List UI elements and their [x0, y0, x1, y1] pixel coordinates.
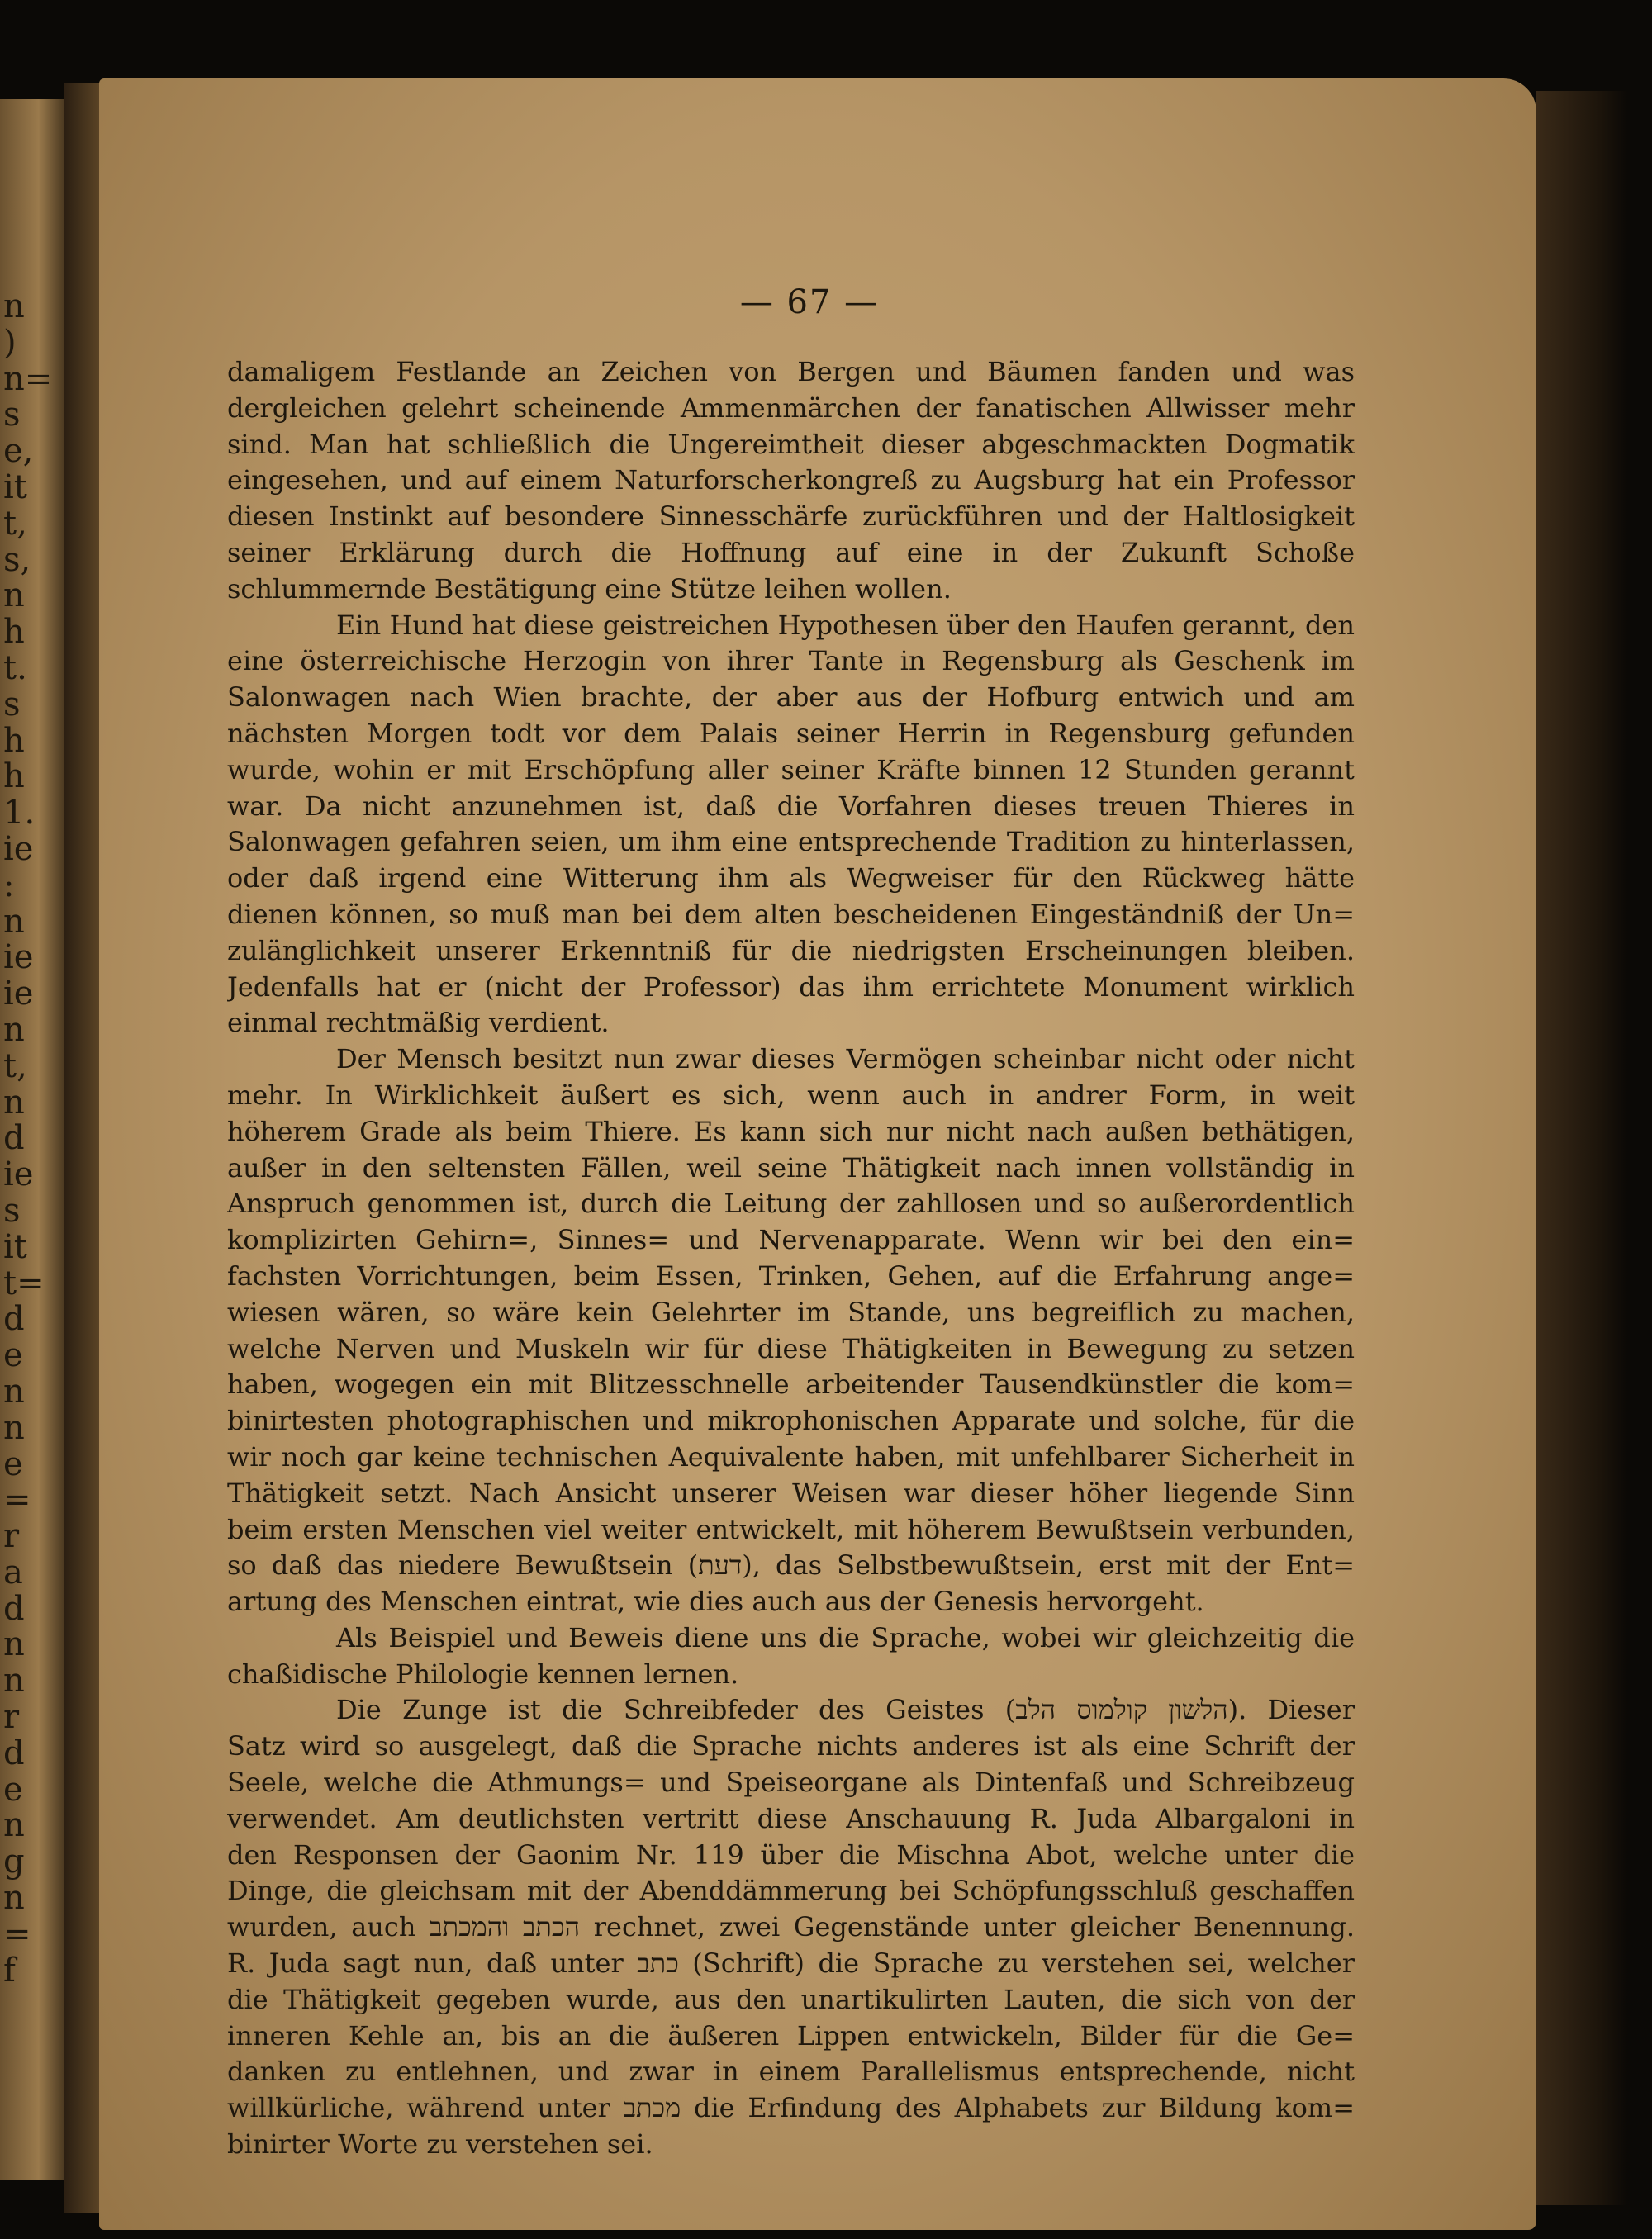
book-page [99, 78, 1536, 2230]
margin-fragment: n [3, 1084, 25, 1122]
text-line: höherem Grade als beim Thiere. Es kann sich nur nicht nach außen bethätigen, [227, 1115, 1355, 1147]
margin-fragment: = [3, 1482, 31, 1520]
text-line: chaßidische Philologie kennen lernen. [227, 1658, 739, 1690]
text-line: die Thätigkeit gegeben wurde, aus den unartikulirten Lauten, die sich von der [227, 1983, 1355, 2015]
text-line: mehr. In Wirklichkeit äußert es sich, wenn auch in andrer Form, in weit [227, 1079, 1355, 1111]
margin-fragment: ie [3, 1157, 34, 1193]
text-line: wiesen wären, so wäre kein Gelehrter im Stande, uns begreiflich zu machen, [227, 1296, 1355, 1328]
text-line: war. Da nicht anzunehmen ist, daß die Vorfahren dieses treuen Thieres in [227, 790, 1355, 822]
text-line: Dinge, die gleichsam mit der Abenddämmerung bei Schöpfungsschluß geschaffen [227, 1875, 1355, 1907]
margin-fragment: n [3, 1373, 25, 1411]
text-line: Seele, welche die Athmungs= und Speiseorgane als Dintenfaß und Schreibzeug [227, 1767, 1355, 1799]
text-line: Salonwagen nach Wien brachte, der aber aus der Hofburg entwich und am [227, 681, 1355, 714]
text-line: eingesehen, und auf einem Naturforscherkongreß zu Augsburg hat ein Professor [227, 464, 1355, 496]
margin-fragment: t, [3, 505, 27, 543]
margin-fragment: n [3, 578, 25, 615]
text-line: Salonwagen gefahren seien, um ihm eine entsprechende Tradition zu hinterlassen, [227, 826, 1355, 858]
text-line: Thätigkeit setzt. Nach Ansicht unserer Weisen war dieser höher liegende Sinn [227, 1477, 1355, 1509]
text-line: verwendet. Am deutlichsten vertritt diese Anschauung R. Juda Albargaloni in [227, 1802, 1355, 1834]
text-line: einmal rechtmäßig verdient. [227, 1007, 610, 1039]
margin-fragment: d [3, 1302, 25, 1339]
text-line: inneren Kehle an, bis an die äußeren Lippen entwickeln, Bilder für die Ge= [227, 2019, 1355, 2052]
text-line: eine österreichische Herzogin von ihrer Tante in Regensburg als Geschenk im [227, 645, 1355, 677]
margin-fragment: e [3, 1772, 23, 1809]
margin-fragment: r [3, 1519, 20, 1555]
margin-fragment: it [3, 1229, 27, 1266]
text-line: sind. Man hat schließlich die Ungereimtheit dieser abgeschmackten Dogmatik [227, 428, 1355, 460]
margin-fragment: n [3, 1808, 25, 1845]
text-line: so daß das niedere Bewußtsein (דעת), das Selbstbewußtsein, erst mit der Ent= [227, 1549, 1355, 1582]
book-cover-edge [1536, 91, 1627, 2205]
margin-fragment: s, [3, 542, 31, 579]
text-line: Satz wird so ausgelegt, daß die Sprache nichts anderes ist als eine Schrift der [227, 1730, 1355, 1762]
text-line: willkürliche, während unter מכתב die Erfindung des Alphabets zur Bildung kom= [227, 2092, 1355, 2124]
page-number: — 67 — [739, 283, 880, 321]
text-line: Anspruch genommen ist, durch die Leitung der zahllosen und so außerordentlich [227, 1188, 1355, 1220]
margin-fragment: t, [3, 1048, 27, 1085]
text-line: binirter Worte zu verstehen sei. [227, 2128, 653, 2161]
text-line: welche Nerven und Muskeln wir für diese Thätigkeiten in Bewegung zu setzen [227, 1332, 1355, 1364]
text-line: den Responsen der Gaonim Nr. 119 über die Mischna Abot, welche unter die [227, 1838, 1355, 1871]
text-line: binirtesten photographischen und mikrophonischen Apparate und solche, für die [227, 1405, 1355, 1437]
margin-fragment: s [3, 397, 21, 434]
text-line: komplizirten Gehirn=, Sinnes= und Nervenapparate. Wenn wir bei den ein= [227, 1224, 1355, 1256]
margin-fragment: d [3, 1121, 25, 1158]
margin-fragment: n [3, 1012, 25, 1049]
margin-fragment: h [3, 723, 25, 760]
margin-fragment: n [3, 289, 25, 325]
text-line: haben, wogegen ein mit Blitzesschnelle arbeitender Tausendkünstler die kom= [227, 1369, 1355, 1401]
margin-fragment: n [3, 1410, 25, 1447]
margin-fragment: d [3, 1591, 25, 1628]
margin-fragment: h [3, 759, 25, 796]
text-line: oder daß irgend eine Witterung ihm als Wegweiser für den Rückweg hätte [227, 862, 1355, 894]
text-line: wir noch gar keine technischen Aequivalente haben, mit unfehlbarer Sicherheit in [227, 1440, 1355, 1473]
margin-fragment: n [3, 1663, 25, 1701]
margin-fragment: ) [3, 325, 17, 362]
margin-fragment: s [3, 1193, 21, 1230]
text-line: schlummernde Bestätigung eine Stütze leihen wollen. [227, 572, 952, 605]
text-line: Als Beispiel und Beweis diene uns die Sprache, wobei wir gleichzeitig die [336, 1621, 1355, 1653]
margin-fragment: f [3, 1952, 16, 1990]
margin-fragment: e [3, 1446, 23, 1483]
margin-fragment: e [3, 1338, 23, 1374]
margin-fragment: 1. [3, 795, 36, 832]
text-line: nächsten Morgen todt vor dem Palais seiner Herrin in Regensburg gefunden [227, 717, 1355, 749]
margin-fragment: e, [3, 434, 34, 470]
text-line: wurde, wohin er mit Erschöpfung aller seiner Kräfte binnen 12 Stunden gerannt [227, 753, 1355, 785]
book-gutter [64, 83, 99, 2213]
margin-fragment: t. [3, 650, 27, 687]
text-line: außer in den seltensten Fällen, weil seine Thätigkeit nach innen vollständig in [227, 1151, 1355, 1184]
text-line: beim ersten Menschen viel weiter entwickelt, mit höherem Bewußtsein verbunden, [227, 1513, 1355, 1545]
text-line: diesen Instinkt auf besondere Sinnesschärfe zurückführen und der Haltlosigkeit [227, 500, 1355, 533]
margin-fragment: n [3, 904, 25, 941]
text-line: Jedenfalls hat er (nicht der Professor) das ihm errichtete Monument wirklich [227, 970, 1355, 1003]
text-line: fachsten Vorrichtungen, beim Essen, Trinken, Gehen, auf die Erfahrung ange= [227, 1259, 1355, 1292]
text-line: Ein Hund hat diese geistreichen Hypothesen über den Haufen gerannt, den [336, 609, 1355, 641]
margin-fragment: = [3, 1916, 31, 1953]
margin-fragment: g [3, 1844, 25, 1881]
text-line: Die Zunge ist die Schreibfeder des Geistes (הלשון קולמוס הלב). Dieser [336, 1694, 1355, 1726]
margin-fragment: n [3, 1881, 25, 1917]
left-page-margin-text [3, 289, 61, 1989]
text-line: dergleichen gelehrt scheinende Ammenmärchen der fanatischen Allwisser mehr [227, 391, 1355, 424]
margin-fragment: r [3, 1700, 20, 1736]
text-line: R. Juda sagt nun, daß unter כתב (Schrift) die Sprache zu verstehen sei, welcher [227, 1947, 1355, 1980]
margin-fragment: n= [3, 361, 53, 398]
text-line: danken zu entlehnen, und zwar in einem Parallelismus entsprechende, nicht [227, 2056, 1355, 2088]
text-line: seiner Erklärung durch die Hoffnung auf eine in der Zukunft Schoße [227, 536, 1355, 568]
page-body-text [227, 354, 1355, 2163]
margin-fragment: a [3, 1554, 23, 1591]
text-line: zulänglichkeit unserer Erkenntniß für die niedrigsten Erscheinungen bleiben. [227, 934, 1355, 966]
margin-fragment: : [3, 867, 15, 904]
margin-fragment: ie [3, 831, 34, 868]
margin-fragment: t= [3, 1265, 45, 1302]
margin-fragment: n [3, 1627, 25, 1664]
margin-fragment: it [3, 469, 27, 506]
margin-fragment: d [3, 1735, 25, 1772]
left-page-edge [0, 99, 64, 2180]
margin-fragment: ie [3, 940, 34, 977]
margin-fragment: h [3, 614, 25, 651]
text-line: wurden, auch הכתב והמכתב rechnet, zwei Gegenstände unter gleicher Benennung. [227, 1911, 1355, 1943]
text-line: dienen können, so muß man bei dem alten bescheidenen Eingeständniß der Un= [227, 898, 1355, 930]
text-line: Der Mensch besitzt nun zwar dieses Vermögen scheinbar nicht oder nicht [336, 1043, 1355, 1075]
text-line: artung des Menschen eintrat, wie dies auch aus der Genesis hervorgeht. [227, 1586, 1204, 1618]
text-line: damaligem Festlande an Zeichen von Bergen und Bäumen fanden und was [227, 356, 1355, 387]
margin-fragment: s [3, 686, 21, 723]
margin-fragment: ie [3, 976, 34, 1013]
